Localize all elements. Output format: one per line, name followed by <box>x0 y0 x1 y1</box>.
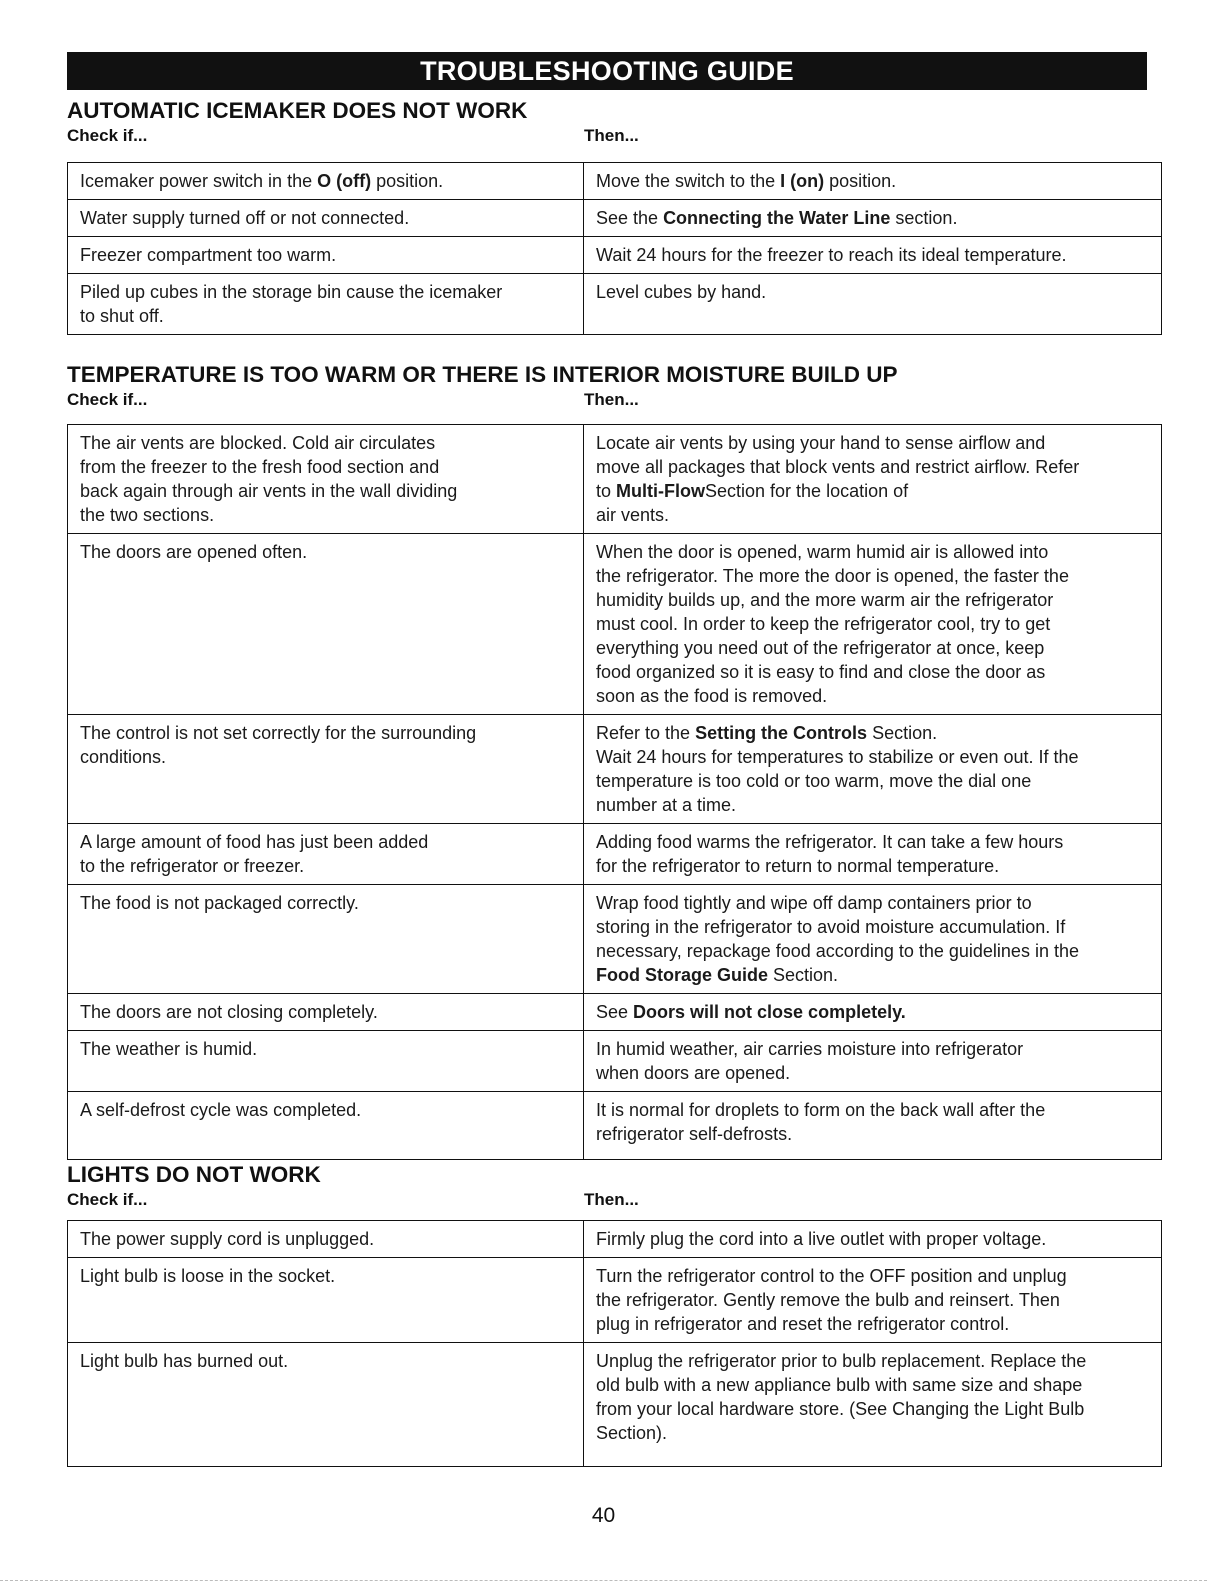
bold-reference: Food Storage Guide <box>596 965 769 985</box>
check-cell: The air vents are blocked. Cold air circulates from the freezer to the fresh food section and back again through air vents in the wall dividing the two sections. <box>68 425 584 534</box>
page-banner: TROUBLESHOOTING GUIDE <box>67 52 1147 90</box>
check-cell: Light bulb has burned out. <box>68 1343 584 1467</box>
check-cell: The control is not set correctly for the surrounding conditions. <box>68 715 584 824</box>
column-headers <box>67 1188 1147 1210</box>
check-if-header: Check if... <box>67 390 148 409</box>
bold-reference: Multi-Flow <box>616 481 705 501</box>
check-cell: Freezer compartment too warm. <box>68 237 584 274</box>
page-number: 40 <box>591 1504 616 1527</box>
section-icemaker <box>67 98 1147 335</box>
then-header: Then... <box>584 126 639 145</box>
check-cell: The doors are not closing completely. <box>68 994 584 1031</box>
check-cell: The food is not packaged correctly. <box>68 885 584 994</box>
then-cell: Firmly plug the cord into a live outlet with proper voltage. <box>584 1221 1162 1258</box>
then-cell: Unplug the refrigerator prior to bulb replacement. Replace the old bulb with a new appliance bulb with same size and shape from your local hardware store. (See Changing the Light Bulb Section). <box>584 1343 1162 1467</box>
check-cell: Piled up cubes in the storage bin cause the icemaker to shut off. <box>68 274 584 335</box>
then-cell: See Doors will not close completely. <box>584 994 1162 1031</box>
bold-reference: Connecting the Water Line <box>663 208 891 228</box>
then-cell: Adding food warms the refrigerator. It can take a few hours for the refrigerator to return to normal temperature. <box>584 824 1162 885</box>
section-temperature <box>67 362 1147 1160</box>
then-cell: In humid weather, air carries moisture into refrigerator when doors are opened. <box>584 1031 1162 1092</box>
then-cell: Refer to the Setting the Controls Section. Wait 24 hours for temperatures to stabilize or even out. If the temperature is too cold or too warm, move the dial one number at a time. <box>584 715 1162 824</box>
section-title: AUTOMATIC ICEMAKER DOES NOT WORK <box>67 98 528 123</box>
section-lights <box>67 1162 1147 1467</box>
check-if-header: Check if... <box>67 126 148 145</box>
check-cell: The power supply cord is unplugged. <box>68 1221 584 1258</box>
then-cell: Level cubes by hand. <box>584 274 1162 335</box>
check-cell: The weather is humid. <box>68 1031 584 1092</box>
then-cell: It is normal for droplets to form on the back wall after the refrigerator self-defrosts. <box>584 1092 1162 1160</box>
troubleshoot-table <box>67 1220 1162 1467</box>
column-headers <box>67 388 1147 410</box>
troubleshoot-table <box>67 424 1162 1160</box>
then-cell: See the Connecting the Water Line section. <box>584 200 1162 237</box>
check-cell: Water supply turned off or not connected. <box>68 200 584 237</box>
then-cell: Wrap food tightly and wipe off damp containers prior to storing in the refrigerator to avoid moisture accumulation. If necessary, repackage food according to the guidelines in the Food Storage Guide Section. <box>584 885 1162 994</box>
troubleshoot-table <box>67 162 1162 335</box>
then-cell: Move the switch to the I (on) position. <box>584 163 1162 200</box>
bold-reference: Setting the Controls <box>695 723 868 743</box>
section-title: LIGHTS DO NOT WORK <box>67 1162 321 1187</box>
then-cell: Locate air vents by using your hand to sense airflow and move all packages that block vents and restrict airflow. Refer to Multi-FlowSection for the location of air vents. <box>584 425 1162 534</box>
check-cell: Light bulb is loose in the socket. <box>68 1258 584 1343</box>
then-cell: When the door is opened, warm humid air is allowed into the refrigerator. The more the door is opened, the faster the humidity builds up, and the more warm air the refrigerator must cool. In order to keep the refrigerator cool, try to get everything you need out of the refrigerator at once, keep food organized so it is easy to find and close the door as soon as the food is removed. <box>584 534 1162 715</box>
check-if-header: Check if... <box>67 1190 148 1209</box>
then-cell: Wait 24 hours for the freezer to reach its ideal temperature. <box>584 237 1162 274</box>
bold-reference: Doors will not close completely. <box>633 1002 906 1022</box>
column-headers <box>67 124 1147 146</box>
then-header: Then... <box>584 390 639 409</box>
check-cell: A large amount of food has just been added to the refrigerator or freezer. <box>68 824 584 885</box>
check-cell: The doors are opened often. <box>68 534 584 715</box>
bold-reference: O (off) <box>317 171 372 191</box>
then-cell: Turn the refrigerator control to the OFF position and unplug the refrigerator. Gently remove the bulb and reinsert. Then plug in refrigerator and reset the refrigerator control. <box>584 1258 1162 1343</box>
page-edge-divider <box>0 1580 1207 1581</box>
bold-reference: I (on) <box>780 171 825 191</box>
check-cell: Icemaker power switch in the O (off) position. <box>68 163 584 200</box>
section-title: TEMPERATURE IS TOO WARM OR THERE IS INTERIOR MOISTURE BUILD UP <box>67 362 898 387</box>
check-cell: A self-defrost cycle was completed. <box>68 1092 584 1160</box>
then-header: Then... <box>584 1190 639 1209</box>
